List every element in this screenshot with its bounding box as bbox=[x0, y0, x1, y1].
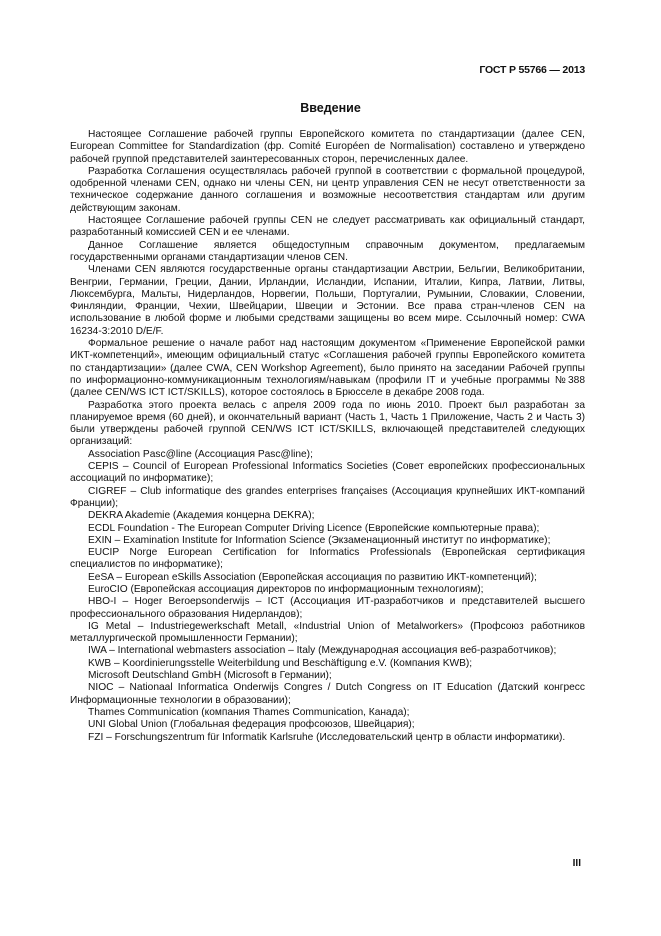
organization-item: Association Pasc@line (Ассоциация Pasc@line); bbox=[88, 448, 313, 460]
paragraph-1: Настоящее Соглашение рабочей группы Европейского комитета по стандартизации (далее CEN, European Committee for Standardization (фр. Comité Européen de Normalisation) составлено и утверждено рабочей группой представителей заинтересованных сторон, перечисленных далее. bbox=[70, 129, 585, 165]
organization-item: KWB – Koordinierungsstelle Weiterbildung und Beschäftigung e.V. (Компания KWB); bbox=[88, 657, 473, 669]
organization-item: CIGREF – Club informatique des grandes enterprises françaises (Ассоциация крупнейших ИКТ-компаний Франции); bbox=[70, 485, 585, 509]
organization-item: CEPIS – Council of European Professional Informatics Societies (Совет европейских профессиональных ассоциаций по информатике); bbox=[70, 461, 585, 485]
organization-item: IG Metal – Industriegewerkschaft Metall, «Industrial Union of Metalworkers» (Профсоюз работников металлургической промышленности Германии); bbox=[70, 620, 585, 645]
organization-item: UNI Global Union (Глобальная федерация профсоюзов, Швейцария); bbox=[88, 719, 415, 731]
paragraph-2: Разработка Соглашения осуществлялась рабочей группой в соответствии с формальной процедурой, одобренной членами CEN, однако ни члены CEN, ни центр управления CEN не несут ответственности за техническое содержание данного соглашения и возможные несоответствия стандартам или другим действующим законам. bbox=[70, 165, 585, 214]
paragraph-7: Разработка этого проекта велась с апреля 2009 года по июнь 2010. Проект был разработан за планируемое время (60 дней), и окончательный вариант (Часть 1, Часть 1 Приложение, Часть 2 и Часть 3) были утверждены рабочей группой CEN/WS ICT ICT/SKILLS, включающей представителей следующих организаций: bbox=[70, 399, 585, 448]
organization-item: IWA – International webmasters association – Italy (Международная ассоциация веб-разработчиков); bbox=[88, 645, 557, 657]
organization-item: EuroCIO (Европейская ассоциация директоров по информационным технологиям); bbox=[88, 583, 484, 595]
organization-item: NIOC – Nationaal Informatica Onderwijs Congres / Dutch Congress on IT Education (Датский конгресс Информационные технологии в образовании); bbox=[70, 682, 585, 706]
organization-item: EUCIP Norge European Certification for Informatics Professionals (Европейская сертификация специалистов по информатике); bbox=[70, 547, 585, 571]
organization-item: Thames Communication (компания Thames Communication, Канада); bbox=[88, 706, 410, 718]
organization-item: DEKRA Akademie (Академия концерна DEKRA); bbox=[88, 510, 315, 522]
organization-item: ECDL Foundation - The European Computer Driving Licence (Европейские компьютерные права); bbox=[88, 522, 540, 534]
paragraph-3: Настоящее Соглашение рабочей группы CEN не следует рассматривать как официальный стандарт, разработанный комиссией CEN и ее членами. bbox=[70, 215, 585, 239]
organization-item: HBO-I – Hoger Beroepsonderwijs – ICT (Ассоциация ИТ-разработчиков и представителей высшего профессионального образования Нидерландов); bbox=[70, 596, 585, 620]
page-number: III bbox=[572, 858, 581, 869]
organization-item: EeSA – European eSkills Association (Европейская ассоциация по развитию ИКТ-компетенций); bbox=[88, 571, 537, 583]
organization-item: Microsoft Deutschland GmbH (Microsoft в Германии); bbox=[88, 670, 332, 682]
introduction-body bbox=[70, 129, 585, 744]
paragraph-5: Членами CEN являются государственные органы стандартизации Австрии, Бельгии, Великобритании, Венгрии, Германии, Греции, Дании, Ирландии, Исландии, Испании, Италии, Кипра, Латвии, Литвы, Люксембурга, Мальты, Нидерландов, Норвегии, Польши, Португалии, Румынии, Словакии, Словении, Финляндии, Франции, Чехии, Швейцарии, Швеции и Эстонии. Все права стран-членов CEN на использование в любой форме и любыми средствами защищены во всем мире. Ссылочный номер: CWA 16234-3:2010 D/E/F. bbox=[70, 264, 585, 337]
standard-code: ГОСТ Р 55766 — 2013 bbox=[479, 64, 585, 76]
paragraph-6: Формальное решение о начале работ над настоящим документом «Применение Европейской рамки ИКТ-компетенций», имеющим официальный статус «Соглашения рабочей группы Европейского комитета по стандартизации» (далее CWA, CEN Workshop Agreement), было принято на заседании Рабочей группы по информационно-коммуникационным технологиям/навыкам (профили IT и учебные программы №388 (далее CEN/WS ICT ICT/SKILLS), которое состоялось в Брюсселе в декабре 2008 года. bbox=[70, 338, 585, 399]
page-title: Введение bbox=[300, 101, 361, 115]
paragraph-4: Данное Соглашение является общедоступным справочным документом, предлагаемым государственными органами стандартизации членов CEN. bbox=[70, 239, 585, 263]
organization-item: FZI – Forschungszentrum für Informatik Karlsruhe (Исследовательский центр в области информатики). bbox=[88, 731, 566, 743]
organization-item: EXIN – Examination Institute for Information Science (Экзаменационный институт по информатике); bbox=[88, 534, 551, 546]
